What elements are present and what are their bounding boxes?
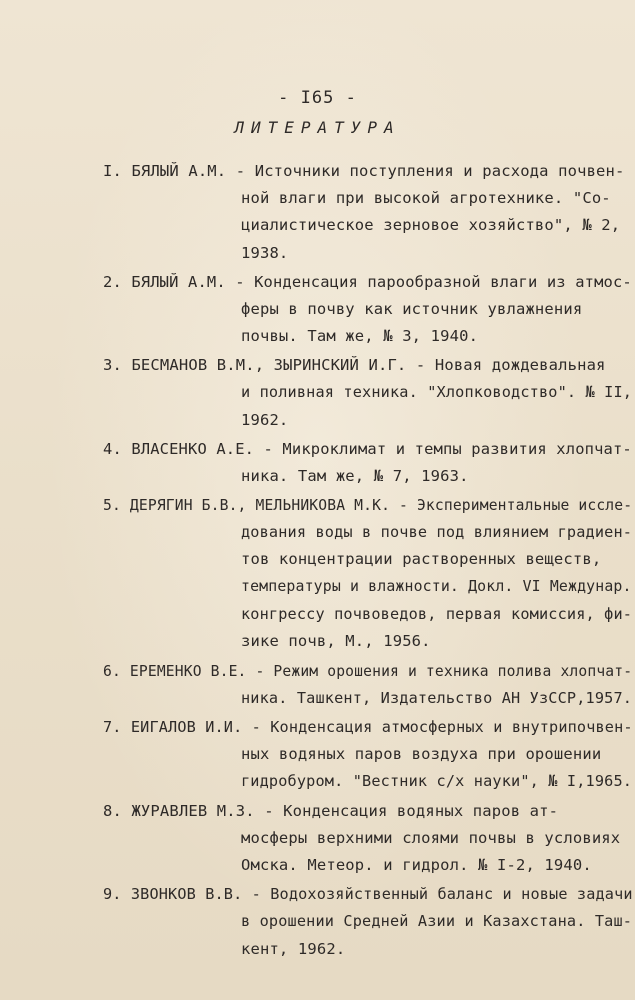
reference-line: тов концентрации растворенных веществ, — [241, 550, 602, 568]
reference-line: зике почв, М., 1956. — [241, 632, 431, 650]
page-number: - I65 - — [278, 88, 357, 108]
reference-line: 9. ЗВОНКОВ В.В. - Водохозяйственный баланс и новые задачи — [103, 885, 633, 903]
reference-line: температуры и влажности. Докл. VI Междунар. — [241, 577, 632, 595]
reference-line: 6. ЕРЕМЕНКО В.Е. - Режим орошения и техника полива хлопчат- — [103, 662, 633, 680]
reference-line: гидробуром. "Вестник с/х науки", № I,1965. — [241, 772, 633, 790]
reference-line: ной влаги при высокой агротехнике. "Со- — [241, 189, 611, 207]
reference-line: кент, 1962. — [241, 940, 346, 958]
reference-line: конгрессу почвоведов, первая комиссия, фи- — [241, 605, 633, 623]
reference-line: ных водяных паров воздуха при орошении — [241, 745, 602, 763]
reference-line: 3. БЕСМАНОВ В.М., ЗЫРИНСКИЙ И.Г. - Новая дождевальная — [103, 356, 606, 374]
reference-line: Омска. Метеор. и гидрол. № I-2, 1940. — [241, 856, 592, 874]
reference-line: ника. Ташкент, Издательство АН УзССР,1957. — [241, 689, 633, 707]
reference-line: 5. ДЕРЯГИН Б.В., МЕЛЬНИКОВА М.К. - Экспериментальные иссле- — [103, 496, 633, 514]
reference-line: I. БЯЛЫЙ А.М. - Источники поступления и расхода почвен- — [103, 162, 625, 180]
reference-line: 8. ЖУРАВЛЕВ М.З. - Конденсация водяных паров ат- — [103, 802, 559, 820]
reference-line: и поливная техника. "Хлопководство". № II, — [241, 383, 633, 401]
reference-line: 1938. — [241, 244, 289, 262]
reference-line: феры в почву как источник увлажнения — [241, 300, 583, 318]
reference-line: ника. Там же, № 7, 1963. — [241, 467, 469, 485]
reference-line: 2. БЯЛЫЙ А.М. - Конденсация парообразной влаги из атмос- — [103, 273, 632, 291]
reference-line: мосферы верхними слоями почвы в условиях — [241, 829, 621, 847]
reference-line: 4. ВЛАСЕНКО А.Е. - Микроклимат и темпы развития хлопчат- — [103, 440, 632, 458]
reference-line: почвы. Там же, № 3, 1940. — [241, 327, 479, 345]
reference-line: циалистическое зерновое хозяйство", № 2, — [241, 216, 621, 234]
reference-line: в орошении Средней Азии и Казахстана. Таш- — [241, 912, 633, 930]
reference-line: дования воды в почве под влиянием градиен- — [241, 523, 633, 541]
page-title: ЛИТЕРАТУРА — [234, 118, 401, 137]
reference-line: 7. ЕИГАЛОВ И.И. - Конденсация атмосферных и внутрипочвен- — [103, 718, 633, 736]
reference-line: 1962. — [241, 411, 289, 429]
